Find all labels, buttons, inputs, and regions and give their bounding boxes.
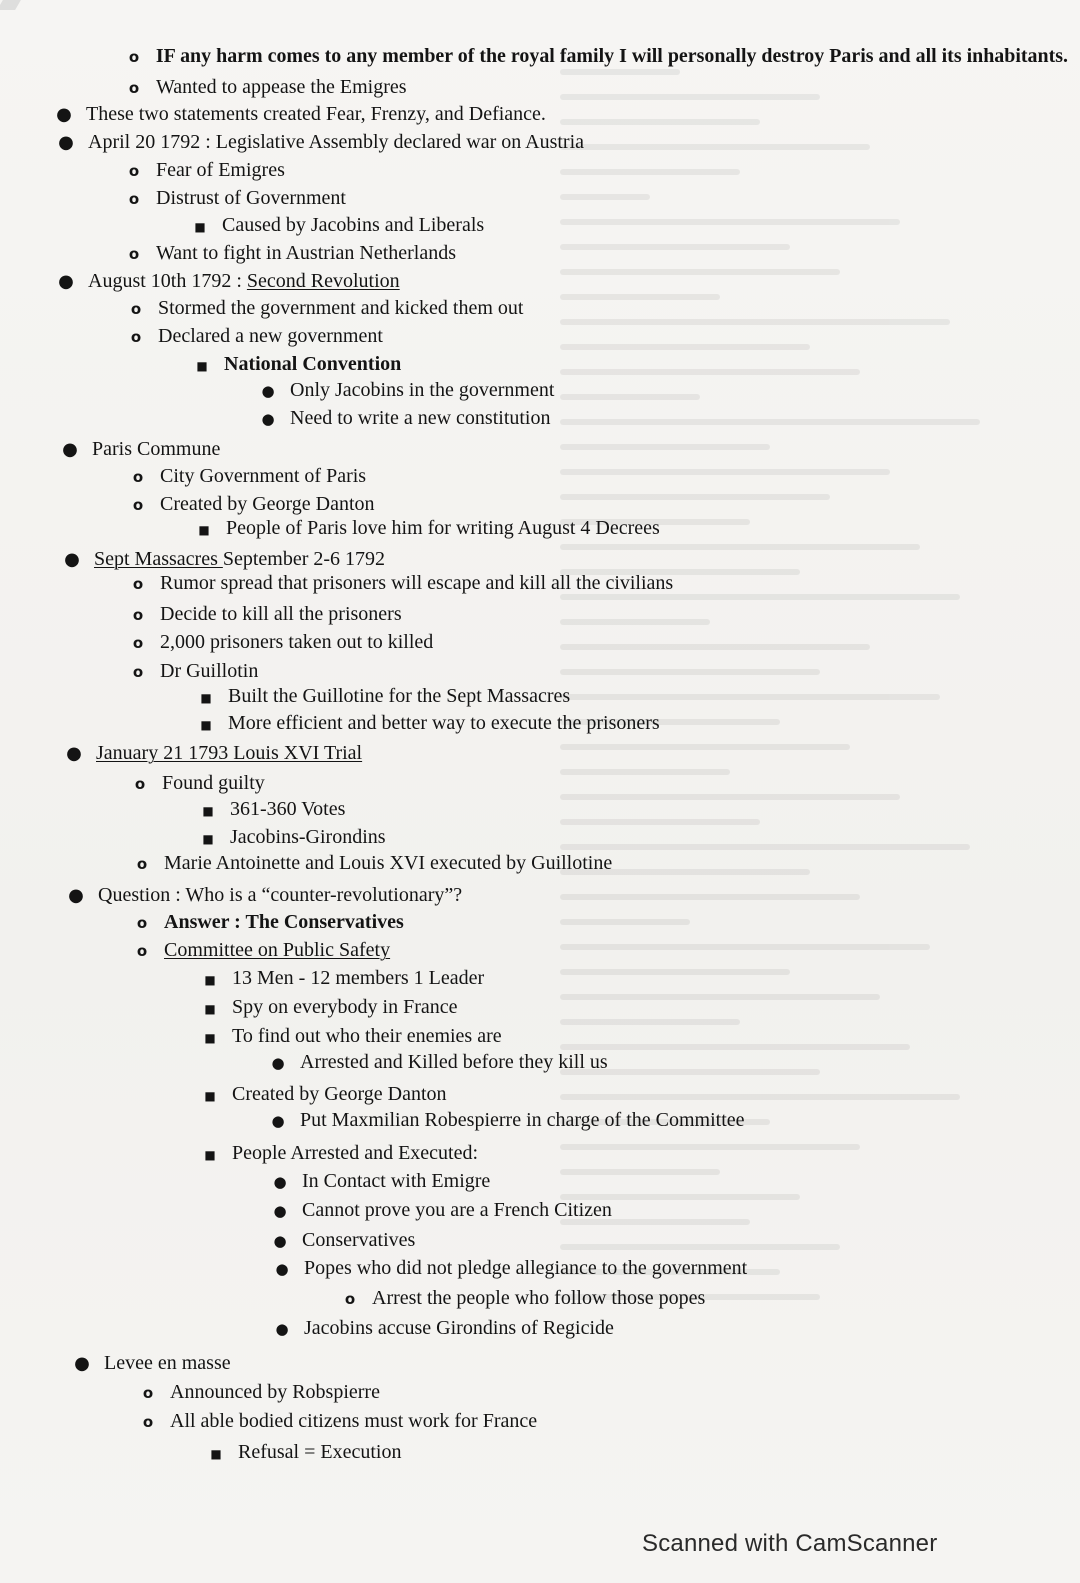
bullet-icon: ● [64, 549, 80, 570]
note-line: o Found guilty [130, 771, 265, 796]
note-line: ■ Created by George Danton [200, 1082, 447, 1108]
note-line: ■ More efficient and better way to execute the prisoners [196, 711, 660, 737]
note-line: o Committee on Public Safety [132, 938, 390, 963]
square-bullet-icon: ■ [196, 359, 208, 373]
note-line: o IF any harm comes to any member of the royal family I will personally destroy Paris and all its inhabitants. [124, 44, 1068, 69]
hollow-bullet-icon: o [130, 300, 142, 318]
bullet-icon: ● [66, 743, 82, 764]
note-line: ■ To find out who their enemies are [200, 1024, 502, 1050]
note-line: ■ National Convention [192, 352, 401, 378]
note-line: ● Popes who did not pledge allegiance to the government [272, 1256, 747, 1281]
hollow-bullet-icon: o [128, 190, 140, 208]
page-corner-mark [0, 0, 21, 10]
square-bullet-icon: ■ [204, 1148, 216, 1162]
hollow-bullet-icon: o [142, 1413, 154, 1431]
hollow-bullet-icon: o [132, 663, 144, 681]
square-bullet-icon: ■ [200, 718, 212, 732]
hollow-bullet-icon: o [132, 575, 144, 593]
bullet-icon: ● [261, 410, 275, 428]
note-line: ● Put Maxmilian Robespierre in charge of the Committee [268, 1108, 745, 1133]
note-line: ● Levee en masse [72, 1351, 231, 1376]
bullet-icon: ● [271, 1112, 285, 1130]
square-bullet-icon: ■ [204, 1031, 216, 1045]
note-line: ● In Contact with Emigre [270, 1169, 490, 1194]
bullet-icon: ● [273, 1202, 287, 1220]
bullet-icon: ● [273, 1232, 287, 1250]
note-line: o Arrest the people who follow those popes [340, 1286, 705, 1311]
bullet-icon: ● [56, 104, 72, 125]
bullet-icon: ● [275, 1320, 289, 1338]
note-line: o Dr Guillotin [128, 659, 258, 684]
note-line: ■ Refusal = Execution [206, 1440, 401, 1466]
hollow-bullet-icon: o [136, 942, 148, 960]
note-line: o Stormed the government and kicked them out [126, 296, 523, 321]
note-line: o Declared a new government [126, 324, 383, 349]
note-line: o Fear of Emigres [124, 158, 285, 183]
bullet-icon: ● [74, 1353, 90, 1374]
hollow-bullet-icon: o [132, 634, 144, 652]
note-line: ■ Built the Guillotine for the Sept Massacres [196, 684, 570, 710]
bullet-icon: ● [261, 382, 275, 400]
note-line: ● Cannot prove you are a French Citizen [270, 1198, 612, 1223]
hollow-bullet-icon: o [136, 855, 148, 873]
bullet-icon: ● [271, 1054, 285, 1072]
square-bullet-icon: ■ [200, 691, 212, 705]
note-line: o Want to fight in Austrian Netherlands [124, 241, 456, 266]
note-line: ● August 10th 1792 : Second Revolution [56, 269, 400, 294]
bullet-icon: ● [273, 1173, 287, 1191]
note-line: ■ 361-360 Votes [198, 797, 345, 823]
note-line: ■ Jacobins-Girondins [198, 825, 386, 851]
note-line: ● Sept Massacres September 2-6 1792 [62, 547, 385, 572]
note-line: ■ Caused by Jacobins and Liberals [190, 213, 484, 239]
note-line: ● These two statements created Fear, Frenzy, and Defiance. [54, 102, 546, 127]
bullet-icon: ● [58, 271, 74, 292]
note-line: o Decide to kill all the prisoners [128, 602, 402, 627]
square-bullet-icon: ■ [204, 973, 216, 987]
hollow-bullet-icon: o [132, 496, 144, 514]
square-bullet-icon: ■ [194, 220, 206, 234]
hollow-bullet-icon: o [130, 328, 142, 346]
note-line: ■ People Arrested and Executed: [200, 1141, 478, 1167]
bullet-icon: ● [62, 439, 78, 460]
note-line: o Announced by Robspierre [138, 1380, 380, 1405]
note-line: ● Paris Commune [60, 437, 220, 462]
hollow-bullet-icon: o [134, 775, 146, 793]
square-bullet-icon: ■ [198, 523, 210, 537]
note-line: o Rumor spread that prisoners will escape and kill all the civilians [128, 571, 673, 596]
square-bullet-icon: ■ [210, 1447, 222, 1461]
note-line: ● April 20 1792 : Legislative Assembly declared war on Austria [56, 130, 584, 155]
scanner-watermark: Scanned with CamScanner [642, 1530, 938, 1557]
square-bullet-icon: ■ [204, 1089, 216, 1103]
hollow-bullet-icon: o [136, 914, 148, 932]
note-line: ■ Spy on everybody in France [200, 995, 458, 1021]
note-line: ● Arrested and Killed before they kill us [268, 1050, 608, 1075]
note-line: o Created by George Danton [128, 492, 375, 517]
hollow-bullet-icon: o [128, 162, 140, 180]
bleed-through-text [560, 60, 1050, 1460]
note-line: o Distrust of Government [124, 186, 346, 211]
hollow-bullet-icon: o [132, 606, 144, 624]
square-bullet-icon: ■ [204, 1002, 216, 1016]
note-line: o All able bodied citizens must work for France [138, 1409, 537, 1434]
square-bullet-icon: ■ [202, 804, 214, 818]
bullet-icon: ● [68, 885, 84, 906]
note-line: o City Government of Paris [128, 464, 366, 489]
note-line: ● Jacobins accuse Girondins of Regicide [272, 1316, 614, 1341]
hollow-bullet-icon: o [128, 245, 140, 263]
note-line: o Answer : The Conservatives [132, 910, 404, 935]
bullet-icon: ● [58, 132, 74, 153]
note-line: ● Only Jacobins in the government [258, 378, 554, 403]
hollow-bullet-icon: o [128, 79, 140, 97]
note-line: o Wanted to appease the Emigres [124, 75, 407, 100]
note-line: ■ 13 Men - 12 members 1 Leader [200, 966, 484, 992]
note-line: ■ People of Paris love him for writing August 4 Decrees [194, 516, 660, 542]
hollow-bullet-icon: o [128, 48, 140, 66]
bullet-icon: ● [275, 1260, 289, 1278]
hollow-bullet-icon: o [132, 468, 144, 486]
square-bullet-icon: ■ [202, 832, 214, 846]
note-line: o 2,000 prisoners taken out to killed [128, 630, 433, 655]
note-line: ● January 21 1793 Louis XVI Trial [64, 741, 362, 766]
note-line: ● Question : Who is a “counter-revolutionary”? [66, 883, 462, 908]
note-line: ● Conservatives [270, 1228, 415, 1253]
note-line: ● Need to write a new constitution [258, 406, 551, 431]
note-line: o Marie Antoinette and Louis XVI executed by Guillotine [132, 851, 612, 876]
hollow-bullet-icon: o [142, 1384, 154, 1402]
hollow-bullet-icon: o [344, 1290, 356, 1308]
